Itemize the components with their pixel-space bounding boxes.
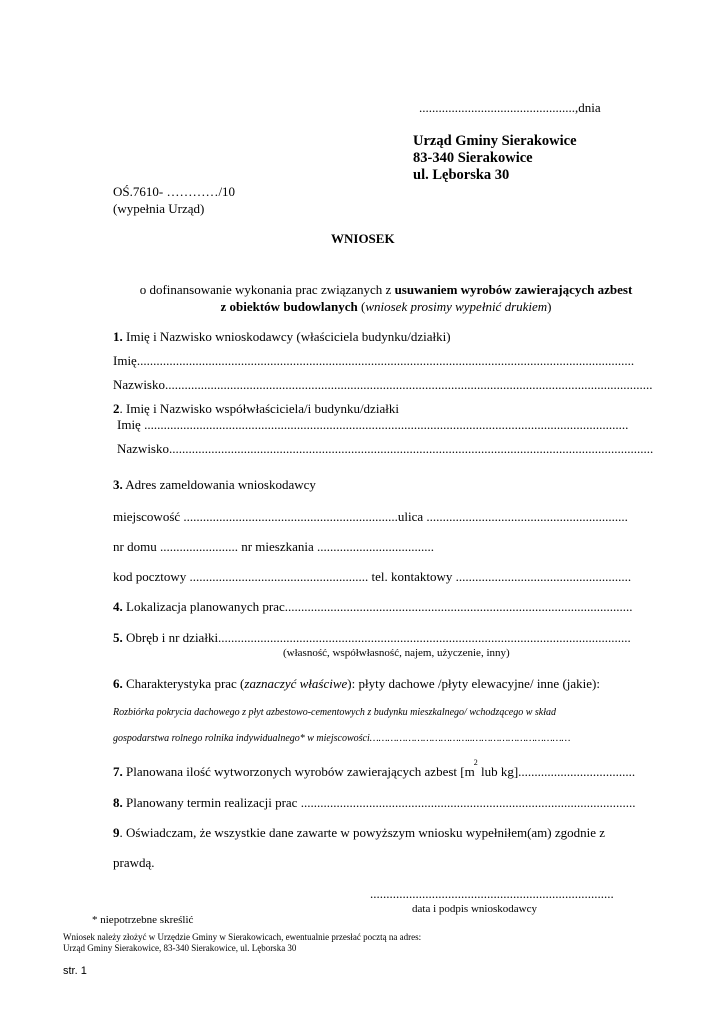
section-3-label: Adres zameldowania wnioskodawcy [122, 477, 316, 492]
section-5-parcel-field[interactable] [113, 630, 631, 646]
signature-label: data i podpis wnioskodawcy [412, 903, 537, 915]
section-2-last-name-field[interactable]: Nazwisko..................................................................................................................................................... [117, 441, 654, 456]
reference-number: OŚ.7610- …………/10 [113, 184, 236, 199]
section-5-note: (własność, współwłasność, najem, użyczenie, inny) [283, 647, 510, 659]
office-address [413, 133, 577, 184]
section-2-first-name-field[interactable]: Imię ..................................................................................................................................................... [117, 417, 629, 432]
section-6-label-italic: zaznaczyć właściwe [244, 676, 348, 691]
footer-line-1: Wniosek należy złożyć w Urzędzie Gminy w Sierakowicach, ewentualnie przesłać pocztą na adres: [63, 932, 422, 942]
section-9-number: 9 [113, 825, 120, 840]
date-line: ................................................,dnia [419, 100, 601, 115]
subtitle-paren-open: ( [357, 299, 366, 314]
section-3-locality-street-field[interactable]: miejscowość ..................................................................ulica .............................................................. [113, 509, 628, 524]
section-2-label: . Imię i Nazwisko współwłaściciela/i budynku/działki [119, 401, 399, 416]
section-3-house-number-field[interactable]: nr domu ........................ nr mieszkania .................................... [113, 539, 434, 554]
section-7-quantity-field[interactable] [113, 758, 636, 780]
section-6-label-pre: Charakterystyka prac ( [122, 676, 245, 691]
document-subtitle [100, 281, 672, 315]
section-1-label: Imię i Nazwisko wnioskodawcy (właściciela budynku/działki) [122, 329, 451, 344]
subtitle-paren-close: ) [547, 299, 552, 314]
reference-note: (wypełnia Urząd) [113, 201, 205, 216]
section-9-line-2: prawdą. [113, 855, 155, 870]
section-1-number: 1. [113, 329, 123, 344]
section-6-heading [113, 676, 600, 692]
office-name: Urząd Gminy Sierakowice [413, 133, 577, 149]
section-2-number: 2 [113, 401, 120, 416]
section-6-description-line-1: Rozbiórka pokrycia dachowego z płyt azbestowo-cementowych z budynku mieszkalnego/ wchodzącego w skład [113, 707, 556, 718]
reference-block [113, 183, 235, 217]
document-title: WNIOSEK [331, 231, 395, 246]
section-7-label-pre: Planowana ilość wytworzonych wyrobów zawierających azbest [m [122, 764, 475, 779]
footer-line-2: Urząd Gminy Sierakowice, 83-340 Sierakowice, ul. Lęborska 30 [63, 943, 297, 953]
signature-field[interactable]: ........................................................................... [370, 886, 614, 901]
subtitle-bold-2: z obiektów budowlanych [220, 299, 358, 314]
section-6-label-post: ): płyty dachowe /płyty elewacyjne/ inne (jakie): [347, 676, 600, 691]
subtitle-bold-1: usuwaniem wyrobów zawierających azbest [394, 282, 633, 297]
office-street: ul. Lęborska 30 [413, 167, 510, 183]
footnote: * niepotrzebne skreślić [92, 914, 194, 926]
section-7-label-post: lub kg].................................... [477, 764, 636, 779]
footer-info [63, 932, 421, 954]
section-4-number: 4. [113, 599, 123, 614]
section-1-first-name-field[interactable]: Imię......................................................................................................................................................... [113, 353, 635, 368]
section-3-postal-phone-field[interactable]: kod pocztowy ....................................................... tel. kontaktowy ...................................................... [113, 569, 632, 584]
section-5-number: 5. [113, 630, 123, 645]
section-4-label: Lokalizacja planowanych prac........................................................................................................... [122, 599, 633, 614]
section-3-number: 3. [113, 477, 123, 492]
section-6-description-line-2[interactable]: gospodarstwa rolnego rolnika indywidualnego* w miejscowości……………………………..…………………………… [113, 733, 571, 744]
section-8-number: 8. [113, 795, 123, 810]
section-4-location-field[interactable] [113, 599, 633, 615]
section-3-heading [113, 477, 316, 493]
section-6-number: 6. [113, 676, 123, 691]
section-9-line-1: . Oświadczam, że wszystkie dane zawarte w powyższym wniosku wypełniłem(am) zgodnie z [119, 825, 606, 840]
subtitle-italic: wniosek prosimy wypełnić drukiem [365, 299, 548, 314]
section-7-superscript: 2 [473, 758, 478, 767]
section-8-label: Planowany termin realizacji prac ....................................................................................................... [122, 795, 636, 810]
section-5-label: Obręb i nr działki............................................................................................................................... [122, 630, 631, 645]
subtitle-text: o dofinansowanie wykonania prac związanych z [139, 282, 395, 297]
section-1-last-name-field[interactable]: Nazwisko...................................................................................................................................................... [113, 377, 653, 392]
section-2-heading [113, 401, 399, 417]
section-1-heading [113, 329, 451, 345]
section-7-number: 7. [113, 764, 123, 779]
page-number: str. 1 [63, 965, 87, 977]
office-postal: 83-340 Sierakowice [413, 150, 533, 166]
section-9-declaration [113, 825, 605, 841]
section-8-date-field[interactable] [113, 795, 635, 811]
